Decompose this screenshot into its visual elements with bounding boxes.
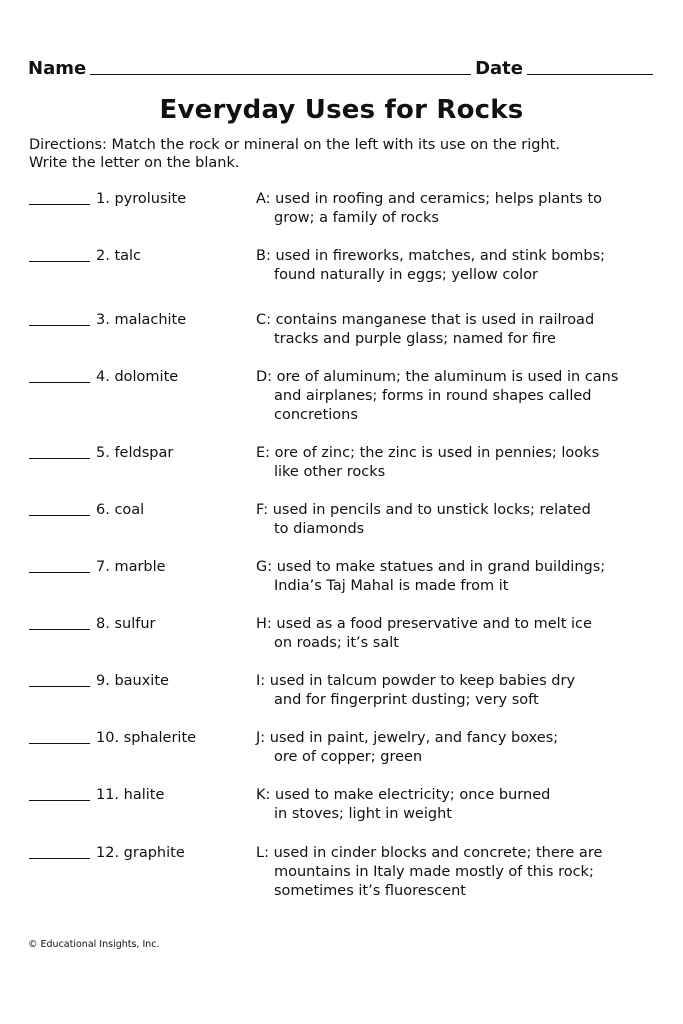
use-description xyxy=(256,786,636,824)
use-line: I: used in talcum powder to keep babies dry xyxy=(256,673,576,689)
directions-line: Write the letter on the blank. xyxy=(29,155,240,171)
answer-blank[interactable] xyxy=(29,325,90,326)
use-description xyxy=(256,190,636,228)
use-line: K: used to make electricity; once burned xyxy=(256,787,551,803)
use-description xyxy=(256,558,636,596)
use-line: to diamonds xyxy=(274,521,365,537)
answer-blank[interactable] xyxy=(29,800,90,801)
use-line: concretions xyxy=(274,407,358,423)
directions-line: Directions: Match the rock or mineral on the left with its use on the right. xyxy=(29,137,560,153)
rock-name: 1. pyrolusite xyxy=(96,191,187,207)
use-line: B: used in fireworks, matches, and stink bombs; xyxy=(256,248,606,264)
answer-blank[interactable] xyxy=(29,261,90,262)
use-description xyxy=(256,368,636,425)
use-description xyxy=(256,311,636,349)
rock-name: 9. bauxite xyxy=(96,673,169,689)
answer-blank[interactable] xyxy=(29,204,90,205)
rock-name: 6. coal xyxy=(96,502,145,518)
answer-blank[interactable] xyxy=(29,743,90,744)
use-description xyxy=(256,501,636,539)
rock-name: 12. graphite xyxy=(96,845,185,861)
rock-name: 4. dolomite xyxy=(96,369,179,385)
use-description xyxy=(256,247,636,285)
use-description xyxy=(256,844,636,901)
use-description xyxy=(256,729,636,767)
answer-blank[interactable] xyxy=(29,382,90,383)
use-line: and airplanes; forms in round shapes called xyxy=(274,388,592,404)
use-line: H: used as a food preservative and to melt ice xyxy=(256,616,592,632)
use-line: D: ore of aluminum; the aluminum is used in cans xyxy=(256,369,619,385)
use-line: found naturally in eggs; yellow color xyxy=(274,267,539,283)
answer-blank[interactable] xyxy=(29,458,90,459)
use-line: sometimes it’s fluorescent xyxy=(274,883,466,899)
use-description xyxy=(256,615,636,653)
answer-blank[interactable] xyxy=(29,858,90,859)
use-line: mountains in Italy made mostly of this rock; xyxy=(274,864,594,880)
answer-blank[interactable] xyxy=(29,629,90,630)
use-line: and for fingerprint dusting; very soft xyxy=(274,692,539,708)
use-line: J: used in paint, jewelry, and fancy boxes; xyxy=(256,730,559,746)
copyright-footer: © Educational Insights, Inc. xyxy=(28,939,160,950)
rock-name: 8. sulfur xyxy=(96,616,156,632)
use-line: L: used in cinder blocks and concrete; there are xyxy=(256,845,603,861)
use-line: G: used to make statues and in grand buildings; xyxy=(256,559,606,575)
name-label: Name xyxy=(28,58,87,79)
use-line: E: ore of zinc; the zinc is used in pennies; looks xyxy=(256,445,600,461)
use-description xyxy=(256,444,636,482)
directions xyxy=(29,136,649,172)
rock-name: 10. sphalerite xyxy=(96,730,197,746)
name-blank[interactable] xyxy=(90,74,471,75)
answer-blank[interactable] xyxy=(29,515,90,516)
use-line: A: used in roofing and ceramics; helps plants to xyxy=(256,191,603,207)
name-date-header xyxy=(28,55,653,79)
use-line: ore of copper; green xyxy=(274,749,423,765)
date-label: Date xyxy=(475,58,523,79)
date-blank[interactable] xyxy=(527,74,653,75)
use-line: on roads; it’s salt xyxy=(274,635,399,651)
use-line: tracks and purple glass; named for fire xyxy=(274,331,556,347)
answer-blank[interactable] xyxy=(29,686,90,687)
use-line: grow; a family of rocks xyxy=(274,210,439,226)
page-title: Everyday Uses for Rocks xyxy=(159,95,524,125)
rock-name: 5. feldspar xyxy=(96,445,174,461)
use-description xyxy=(256,672,636,710)
rock-name: 2. talc xyxy=(96,248,142,264)
use-line: in stoves; light in weight xyxy=(274,806,452,822)
use-line: India’s Taj Mahal is made from it xyxy=(274,578,509,594)
use-line: like other rocks xyxy=(274,464,386,480)
answer-blank[interactable] xyxy=(29,572,90,573)
rock-name: 11. halite xyxy=(96,787,165,803)
use-line: F: used in pencils and to unstick locks; related xyxy=(256,502,591,518)
rock-name: 3. malachite xyxy=(96,312,187,328)
rock-name: 7. marble xyxy=(96,559,166,575)
use-line: C: contains manganese that is used in railroad xyxy=(256,312,595,328)
